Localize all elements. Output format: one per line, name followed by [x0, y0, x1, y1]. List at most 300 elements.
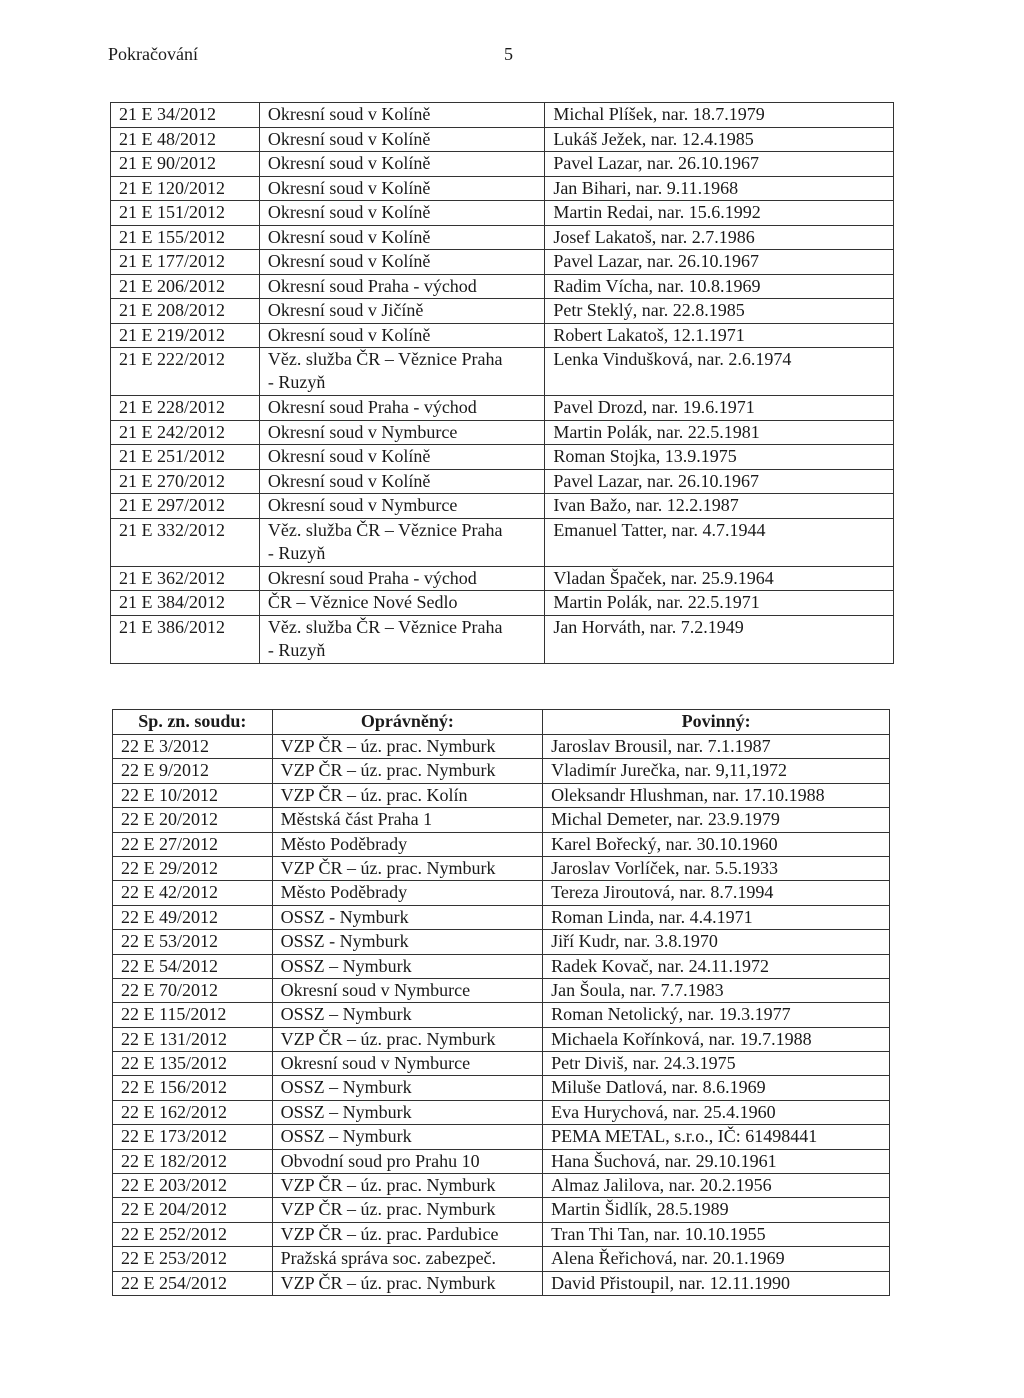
column-header-claimant: Oprávněný: [272, 710, 543, 735]
claimant-cell [272, 1174, 543, 1198]
cell-text: Radek Kovač, nar. 24.11.1972 [551, 955, 769, 976]
cell-text: Roman Linda, nar. 4.4.1971 [551, 906, 753, 927]
cell-text: Okresní soud v Kolíně [267, 128, 431, 149]
debtor-cell [543, 856, 890, 880]
cell-text: 22 E 252/2012 [121, 1223, 227, 1244]
debtor-cell [545, 591, 894, 616]
debtor-cell [545, 225, 894, 250]
cell-text: Radim Vícha, nar. 10.8.1969 [553, 275, 761, 296]
cell-text: 22 E 115/2012 [121, 1004, 227, 1025]
cell-text: 21 E 270/2012 [119, 470, 225, 491]
debtor-cell [543, 1247, 890, 1271]
debtor-cell [545, 615, 894, 663]
debtor-cell [543, 1125, 890, 1149]
claimant-cell [272, 1027, 543, 1051]
cell-text: VZP ČR – úz. prac. Nymburk [280, 1175, 496, 1196]
table-row [111, 591, 894, 616]
table-row [113, 1125, 890, 1149]
cell-text: 22 E 20/2012 [121, 809, 218, 830]
case-number-cell [113, 1271, 273, 1295]
claimant-cell [272, 1149, 543, 1173]
case-number-cell [111, 225, 260, 250]
debtor-cell [545, 176, 894, 201]
case-number-cell [111, 103, 260, 128]
table-row [113, 1222, 890, 1246]
cell-text: 21 E 120/2012 [119, 177, 225, 198]
cell-text: 21 E 155/2012 [119, 226, 225, 247]
claimant-cell [272, 1222, 543, 1246]
debtor-cell [543, 1052, 890, 1076]
debtor-cell [545, 299, 894, 324]
debtor-cell [545, 323, 894, 348]
case-number-cell [113, 1100, 273, 1124]
table-row [111, 518, 894, 566]
debtor-cell [543, 1222, 890, 1246]
claimant-cell [259, 396, 544, 421]
cell-text: 22 E 204/2012 [121, 1199, 227, 1220]
debtor-cell [545, 250, 894, 275]
debtor-cell [545, 127, 894, 152]
debtor-cell [543, 978, 890, 1002]
claimant-cell [259, 152, 544, 177]
debtor-cell [545, 201, 894, 226]
cell-text: VZP ČR – úz. prac. Nymburk [280, 1199, 496, 1220]
table-row [113, 1271, 890, 1295]
table-row [111, 250, 894, 275]
claimant-cell [259, 518, 544, 566]
cell-text: 22 E 3/2012 [121, 736, 209, 756]
case-number-cell [113, 808, 273, 832]
table-row [113, 1100, 890, 1124]
page-number: 5 [504, 44, 513, 64]
case-number-cell [113, 1076, 273, 1100]
cell-text: VZP ČR – úz. prac. Kolín [280, 784, 468, 805]
cell-text: 22 E 254/2012 [121, 1272, 227, 1293]
debtor-cell [543, 1174, 890, 1198]
case-number-cell [113, 1052, 273, 1076]
case-number-cell [111, 201, 260, 226]
cell-text: Robert Lakatoš, 12.1.1971 [553, 324, 745, 345]
cell-text: VZP ČR – úz. prac. Nymburk [280, 1272, 496, 1293]
cell-text: 21 E 208/2012 [119, 300, 225, 320]
case-number-cell [111, 396, 260, 421]
case-number-cell [113, 881, 273, 905]
debtor-cell [545, 518, 894, 566]
cell-text: Almaz Jalilova, nar. 20.2.1956 [551, 1175, 772, 1196]
cell-continuation-text: - Ruzyň [267, 372, 326, 392]
cell-text: Okresní soud v Kolíně [267, 202, 431, 222]
case-number-cell [111, 323, 260, 348]
cell-text: Okresní soud v Jičíně [267, 300, 424, 320]
debtor-cell [543, 905, 890, 929]
debtor-cell [543, 783, 890, 807]
table-row [113, 808, 890, 832]
column-header-case-number: Sp. zn. soudu: [113, 710, 273, 735]
cell-text: 22 E 135/2012 [121, 1053, 227, 1074]
cell-text: Okresní soud Praha - východ [267, 567, 477, 588]
case-number-cell [113, 1174, 273, 1198]
cell-text: Okresní soud v Kolíně [267, 446, 431, 466]
claimant-cell [259, 299, 544, 324]
cell-text: Okresní soud v Kolíně [267, 104, 431, 124]
cell-text: Pražská správa soc. zabezpeč. [280, 1248, 497, 1269]
case-number-cell [111, 518, 260, 566]
cell-text: Jaroslav Vorlíček, nar. 5.5.1933 [551, 857, 778, 878]
claimant-cell [259, 591, 544, 616]
claimant-cell [272, 1271, 543, 1295]
cell-text: 21 E 228/2012 [119, 397, 225, 417]
cell-text: Okresní soud v Kolíně [267, 177, 431, 198]
debtor-cell [543, 881, 890, 905]
cell-text: Okresní soud Praha - východ [267, 275, 477, 296]
table-row [113, 783, 890, 807]
case-number-cell [111, 176, 260, 201]
cell-text: Pavel Lazar, nar. 26.10.1967 [553, 251, 760, 271]
claimant-cell [272, 832, 543, 856]
cell-text: 21 E 151/2012 [119, 202, 225, 222]
cell-text: 22 E 162/2012 [121, 1101, 227, 1122]
cell-text: 21 E 34/2012 [119, 104, 216, 124]
cell-text: Obvodní soud pro Prahu 10 [280, 1150, 480, 1171]
cell-text: OSSZ – Nymburk [280, 955, 412, 976]
cell-text: VZP ČR – úz. prac. Nymburk [280, 1028, 496, 1049]
debtor-cell [543, 808, 890, 832]
cell-text: Karel Bořecký, nar. 30.10.1960 [551, 833, 778, 854]
claimant-cell [259, 103, 544, 128]
debtor-cell [545, 445, 894, 470]
cell-text: Martin Polák, nar. 22.5.1981 [553, 421, 760, 442]
table-row [111, 445, 894, 470]
cell-text: 21 E 206/2012 [119, 275, 225, 296]
cell-text: 22 E 27/2012 [121, 833, 218, 854]
case-number-cell [113, 856, 273, 880]
cell-text: 21 E 222/2012 [119, 349, 225, 369]
cell-text: 21 E 332/2012 [119, 519, 225, 540]
table-row [113, 881, 890, 905]
debtor-cell [543, 1100, 890, 1124]
cell-text: OSSZ – Nymburk [280, 1101, 412, 1122]
claimant-cell [259, 323, 544, 348]
debtor-cell [543, 759, 890, 783]
cell-text: 22 E 253/2012 [121, 1248, 227, 1269]
cell-text: Jan Horváth, nar. 7.2.1949 [553, 616, 744, 637]
claimant-cell [272, 930, 543, 954]
case-number-cell [111, 274, 260, 299]
case-number-cell [111, 348, 260, 396]
claimant-cell [272, 1247, 543, 1271]
claimant-cell [259, 201, 544, 226]
cell-text: 22 E 29/2012 [121, 857, 218, 878]
table-row [111, 103, 894, 128]
claimant-cell [272, 978, 543, 1002]
cell-text: 21 E 242/2012 [119, 421, 225, 442]
cell-text: Martin Polák, nar. 22.5.1971 [553, 592, 760, 612]
table-header-row [113, 710, 890, 735]
claimant-cell [272, 1076, 543, 1100]
cell-text: Věz. služba ČR – Věznice Praha [267, 519, 503, 540]
cell-text: 21 E 90/2012 [119, 153, 216, 173]
cell-text: 22 E 9/2012 [121, 760, 209, 781]
claimant-cell [259, 445, 544, 470]
cell-text: ČR – Věznice Nové Sedlo [267, 592, 458, 612]
cell-text: Město Poděbrady [280, 833, 408, 854]
cell-text: Okresní soud v Kolíně [267, 324, 431, 345]
cell-text: Věz. služba ČR – Věznice Praha [267, 616, 503, 637]
cell-text: Roman Netolický, nar. 19.3.1977 [551, 1004, 791, 1025]
table-row [113, 1027, 890, 1051]
cell-text: Jaroslav Brousil, nar. 7.1.1987 [551, 736, 771, 756]
claimant-cell [272, 1125, 543, 1149]
cell-text: Okresní soud v Nymburce [280, 1053, 471, 1074]
cell-text: VZP ČR – úz. prac. Pardubice [280, 1223, 499, 1244]
cell-text: 22 E 131/2012 [121, 1028, 227, 1049]
column-header-debtor: Povinný: [543, 710, 890, 735]
case-number-cell [111, 299, 260, 324]
claimant-cell [272, 954, 543, 978]
cell-text: Okresní soud v Kolíně [267, 153, 431, 173]
case-number-cell [113, 978, 273, 1002]
table-row [111, 323, 894, 348]
table-row [111, 152, 894, 177]
debtor-cell [545, 348, 894, 396]
cell-text: Okresní soud v Nymburce [267, 495, 458, 515]
table-row [113, 856, 890, 880]
cell-text: VZP ČR – úz. prac. Nymburk [280, 760, 496, 781]
case-table-21e [110, 102, 894, 664]
cell-text: Okresní soud Praha - východ [267, 397, 477, 417]
case-number-cell [111, 250, 260, 275]
claimant-cell [259, 420, 544, 445]
table-row [113, 1198, 890, 1222]
case-number-cell [111, 494, 260, 519]
cell-text: 21 E 386/2012 [119, 616, 225, 637]
cell-text: Martin Šidlík, 28.5.1989 [551, 1199, 729, 1220]
debtor-cell [543, 954, 890, 978]
cell-text: OSSZ - Nymburk [280, 931, 409, 952]
table-row [113, 1149, 890, 1173]
claimant-cell [272, 783, 543, 807]
cell-text: 22 E 54/2012 [121, 955, 218, 976]
cell-text: Tereza Jiroutová, nar. 8.7.1994 [551, 882, 774, 903]
cell-text: OSSZ – Nymburk [280, 1126, 412, 1147]
table-row [111, 299, 894, 324]
cell-text: Jan Bihari, nar. 9.11.1968 [553, 177, 739, 198]
cell-text: OSSZ – Nymburk [280, 1077, 412, 1098]
table-row [111, 127, 894, 152]
cell-text: Pavel Lazar, nar. 26.10.1967 [553, 153, 760, 173]
claimant-cell [272, 759, 543, 783]
table-row [111, 420, 894, 445]
table-row [111, 494, 894, 519]
claimant-cell [259, 250, 544, 275]
cell-text: Alena Řeřichová, nar. 20.1.1969 [551, 1248, 785, 1269]
table-row [113, 735, 890, 759]
cell-text: OSSZ – Nymburk [280, 1004, 412, 1025]
cell-text: Jan Šoula, nar. 7.7.1983 [551, 979, 724, 1000]
table-row [113, 905, 890, 929]
table-row [111, 348, 894, 396]
debtor-cell [545, 494, 894, 519]
cell-text: Michaela Kořínková, nar. 19.7.1988 [551, 1028, 812, 1049]
cell-text: 22 E 203/2012 [121, 1175, 227, 1196]
claimant-cell [259, 615, 544, 663]
cell-text: Emanuel Tatter, nar. 4.7.1944 [553, 519, 766, 540]
cell-text: 22 E 173/2012 [121, 1126, 227, 1147]
cell-text: 21 E 177/2012 [119, 251, 225, 271]
cell-text: Vladan Špaček, nar. 25.9.1964 [553, 567, 774, 588]
case-number-cell [111, 591, 260, 616]
case-number-cell [111, 469, 260, 494]
cell-text: Michal Plíšek, nar. 18.7.1979 [553, 104, 765, 124]
claimant-cell [272, 1198, 543, 1222]
cell-text: VZP ČR – úz. prac. Nymburk [280, 857, 496, 878]
cell-text: 22 E 156/2012 [121, 1077, 227, 1098]
table-row [111, 176, 894, 201]
case-number-cell [111, 152, 260, 177]
table-row [111, 615, 894, 663]
table-row [113, 759, 890, 783]
case-number-cell [111, 615, 260, 663]
cell-text: Ivan Bažo, nar. 12.2.1987 [553, 495, 739, 515]
claimant-cell [272, 1052, 543, 1076]
debtor-cell [543, 930, 890, 954]
debtor-cell [543, 1076, 890, 1100]
cell-text: OSSZ - Nymburk [280, 906, 409, 927]
case-number-cell [113, 832, 273, 856]
cell-text: Tran Thi Tan, nar. 10.10.1955 [551, 1223, 766, 1244]
cell-text: Okresní soud v Kolíně [267, 251, 431, 271]
cell-text: 22 E 49/2012 [121, 906, 218, 927]
cell-text: Vladimír Jurečka, nar. 9,11,1972 [551, 760, 787, 781]
case-number-cell [113, 1149, 273, 1173]
claimant-cell [259, 348, 544, 396]
case-number-cell [113, 1027, 273, 1051]
claimant-cell [259, 127, 544, 152]
cell-text: Pavel Lazar, nar. 26.10.1967 [553, 470, 760, 491]
claimant-cell [272, 735, 543, 759]
claimant-cell [272, 905, 543, 929]
cell-text: Lenka Vindušková, nar. 2.6.1974 [553, 349, 792, 369]
cell-text: Petr Steklý, nar. 22.8.1985 [553, 300, 745, 320]
cell-text: David Přistoupil, nar. 12.11.1990 [551, 1272, 790, 1293]
case-number-cell [113, 1125, 273, 1149]
case-number-cell [113, 1198, 273, 1222]
cell-text: Okresní soud v Nymburce [280, 979, 471, 1000]
claimant-cell [272, 808, 543, 832]
case-number-cell [113, 1222, 273, 1246]
claimant-cell [259, 274, 544, 299]
cell-text: 21 E 362/2012 [119, 567, 225, 588]
cell-text: Věz. služba ČR – Věznice Praha [267, 349, 503, 369]
cell-text: Lukáš Ježek, nar. 12.4.1985 [553, 128, 754, 149]
cell-text: Pavel Drozd, nar. 19.6.1971 [553, 397, 755, 417]
table-row [111, 274, 894, 299]
case-number-cell [113, 930, 273, 954]
debtor-cell [545, 103, 894, 128]
cell-text: Okresní soud v Nymburce [267, 421, 458, 442]
cell-text: Michal Demeter, nar. 23.9.1979 [551, 809, 780, 830]
table-row [111, 469, 894, 494]
case-number-cell [111, 127, 260, 152]
cell-text: Městská část Praha 1 [280, 809, 433, 830]
debtor-cell [543, 832, 890, 856]
table-row [113, 954, 890, 978]
debtor-cell [543, 735, 890, 759]
case-number-cell [113, 783, 273, 807]
cell-text: 22 E 70/2012 [121, 979, 218, 1000]
cell-text: 21 E 48/2012 [119, 128, 216, 149]
case-number-cell [113, 759, 273, 783]
cell-text: 22 E 53/2012 [121, 931, 218, 952]
cell-text: 21 E 384/2012 [119, 592, 225, 612]
table-row [113, 1003, 890, 1027]
debtor-cell [543, 1271, 890, 1295]
claimant-cell [259, 494, 544, 519]
cell-continuation-text: - Ruzyň [267, 542, 326, 563]
claimant-cell [272, 1003, 543, 1027]
debtor-cell [543, 1027, 890, 1051]
table-row [113, 1247, 890, 1271]
cell-text: Hana Šuchová, nar. 29.10.1961 [551, 1150, 777, 1171]
debtor-cell [545, 274, 894, 299]
debtor-cell [545, 469, 894, 494]
table-row [111, 201, 894, 226]
claimant-cell [259, 225, 544, 250]
table-row [111, 566, 894, 591]
claimant-cell [259, 176, 544, 201]
debtor-cell [545, 420, 894, 445]
claimant-cell [272, 856, 543, 880]
table-row [111, 396, 894, 421]
cell-text: 21 E 219/2012 [119, 324, 225, 345]
case-table-22e [112, 709, 890, 1296]
case-number-cell [113, 735, 273, 759]
table-row [111, 225, 894, 250]
table-row [113, 1076, 890, 1100]
table-row [113, 1052, 890, 1076]
cell-text: Oleksandr Hlushman, nar. 17.10.1988 [551, 784, 825, 805]
cell-text: PEMA METAL, s.r.o., IČ: 61498441 [551, 1126, 818, 1147]
debtor-cell [543, 1198, 890, 1222]
claimant-cell [272, 1100, 543, 1124]
table-row [113, 832, 890, 856]
case-number-cell [111, 420, 260, 445]
cell-text: 22 E 182/2012 [121, 1150, 227, 1171]
case-number-cell [113, 1003, 273, 1027]
debtor-cell [545, 566, 894, 591]
table-row [113, 930, 890, 954]
debtor-cell [545, 396, 894, 421]
claimant-cell [259, 469, 544, 494]
case-number-cell [111, 445, 260, 470]
cell-text: Miluše Datlová, nar. 8.6.1969 [551, 1077, 766, 1098]
debtor-cell [543, 1003, 890, 1027]
cell-text: 21 E 297/2012 [119, 495, 225, 515]
page-header-title: Pokračování [108, 44, 198, 64]
case-number-cell [113, 1247, 273, 1271]
cell-text: Roman Stojka, 13.9.1975 [553, 446, 737, 466]
debtor-cell [545, 152, 894, 177]
cell-text: Martin Redai, nar. 15.6.1992 [553, 202, 761, 222]
case-number-cell [111, 566, 260, 591]
cell-text: VZP ČR – úz. prac. Nymburk [280, 736, 496, 756]
cell-continuation-text: - Ruzyň [267, 639, 326, 660]
case-number-cell [113, 954, 273, 978]
table-row [113, 978, 890, 1002]
table-row [113, 1174, 890, 1198]
claimant-cell [272, 881, 543, 905]
claimant-cell [259, 566, 544, 591]
